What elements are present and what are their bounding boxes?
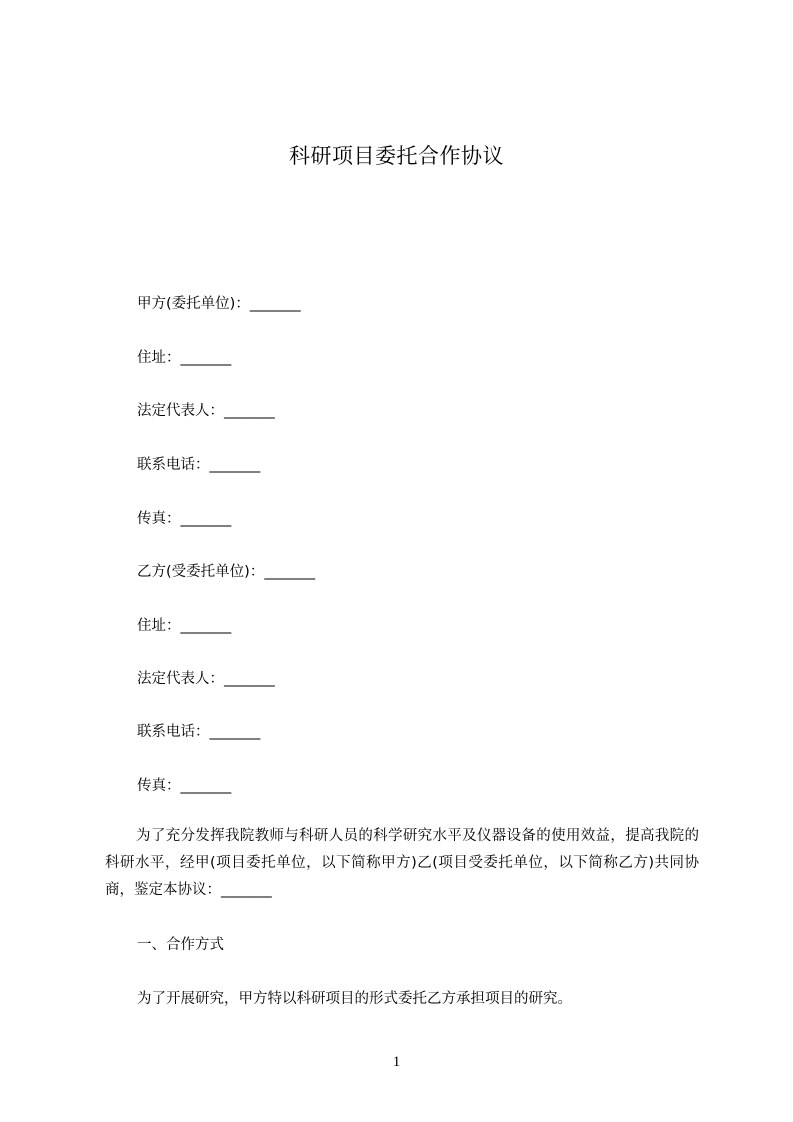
intro-paragraph: 为了充分发挥我院教师与科研人员的科学研究水平及仪器设备的使用效益，提高我院的科研水平，经甲(项目委托单位，以下简称甲方)乙(项目受委托单位，以下简称乙方)共同协商，鉴定本协议：_______ bbox=[105, 828, 699, 898]
party-a-address-line: 住址：_______ bbox=[137, 350, 232, 366]
party-b-representative-line: 法定代表人：_______ bbox=[137, 671, 275, 687]
party-a-representative-line: 法定代表人：_______ bbox=[137, 403, 275, 419]
party-b-address-line: 住址：_______ bbox=[137, 618, 232, 634]
document-title: 科研项目委托合作协议 bbox=[289, 144, 504, 168]
party-a-phone-line: 联系电话：_______ bbox=[137, 457, 261, 473]
section-1-text: 为了开展研究，甲方特以科研项目的形式委托乙方承担项目的研究。 bbox=[137, 991, 572, 1007]
party-a-name-line: 甲方(委托单位)：_______ bbox=[137, 296, 301, 312]
section-1-heading: 一、合作方式 bbox=[137, 937, 224, 953]
party-b-fax-line: 传真：_______ bbox=[137, 778, 232, 794]
party-b-phone-line: 联系电话：_______ bbox=[137, 724, 261, 740]
party-b-name-line: 乙方(受委托单位)：_______ bbox=[137, 564, 316, 580]
page-number: 1 bbox=[392, 1054, 401, 1070]
party-a-fax-line: 传真：_______ bbox=[137, 511, 232, 527]
